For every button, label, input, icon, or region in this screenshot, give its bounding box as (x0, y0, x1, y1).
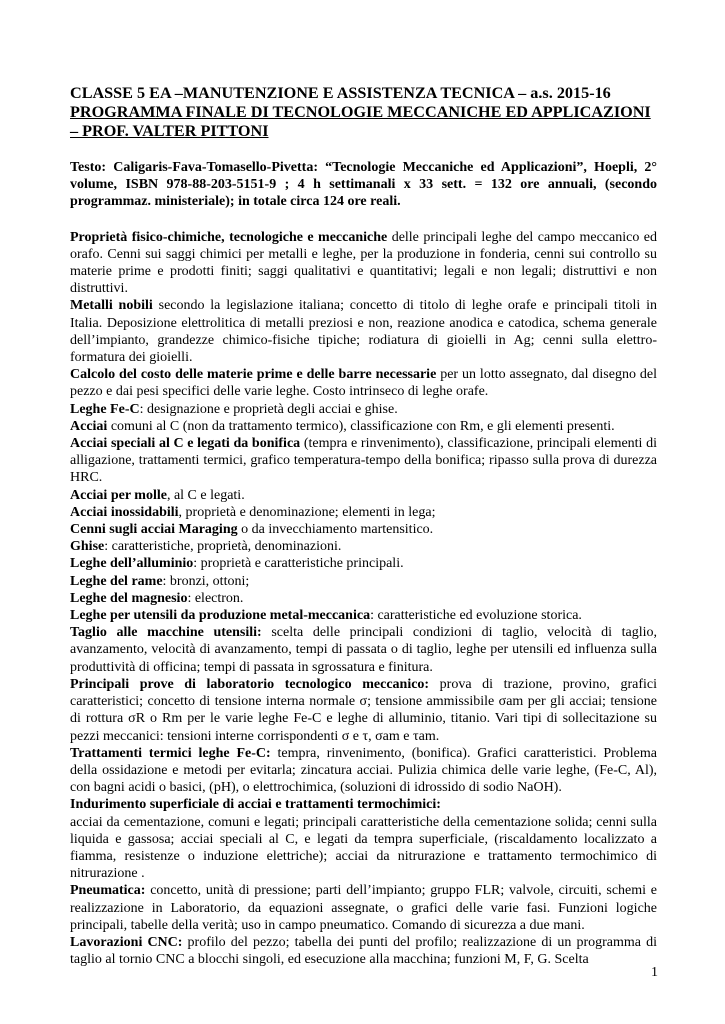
section-text: secondo la legislazione italiana; concetto di titolo di leghe orafe e principali titoli in Italia. Deposizione elettrolitica di metalli preziosi e non, reazione anodica e catodica, schema generale dell’impianto, grandezze chimico-fisiche tipiche; rodiatura di gioielli in Ag; cenni sulla elettro-formatura dei gioielli. (70, 298, 658, 366)
title-line-class: CLASSE 5 EA –MANUTENZIONE E ASSISTENZA TECNICA – a.s. 2015-16 (70, 84, 611, 102)
section-heading: Leghe dell’alluminio (70, 556, 194, 572)
section-text: : bronzi, ottoni; (162, 573, 250, 589)
section-heading: Trattamenti termici leghe Fe-C: (70, 745, 271, 761)
section-text: scelta delle principali condizioni di taglio, velocità di taglio, avanzamento, velocità di avanzamento, tempi di passata o di taglio, leghe per utensili ed influenza sulla produttività di officina; tempi di passata in sgrossatura e finitura. (70, 625, 657, 675)
section-paragraph (70, 229, 657, 298)
section-heading: Cenni sugli acciai Maraging (70, 522, 238, 538)
section-heading: Taglio alle macchine utensili: (70, 625, 262, 641)
section-paragraph (70, 366, 657, 400)
section-paragraph (70, 882, 657, 934)
section-text: profilo del pezzo; tabella dei punti del profilo; realizzazione di un programma di taglio al tornio CNC a blocchi singoli, ed esecuzione alla macchina; funzioni M, F, G. Scelta (70, 934, 657, 968)
section-heading: Leghe del magnesio (70, 590, 188, 606)
section-paragraph (70, 297, 657, 366)
section-paragraph (70, 607, 657, 624)
document-page (70, 84, 657, 968)
section-paragraph (70, 521, 657, 538)
section-paragraph (70, 590, 657, 607)
section-heading: Leghe Fe-C (70, 401, 140, 417)
section-heading: Acciai per molle (70, 487, 167, 503)
section-text: : proprietà e caratteristiche principali. (193, 556, 404, 572)
section-heading: Indurimento superficiale di acciai e trattamenti termochimici: (70, 797, 441, 813)
section-text: : caratteristiche ed evoluzione storica. (370, 608, 582, 624)
section-paragraph (70, 624, 657, 676)
section-paragraph (70, 504, 657, 521)
section-text: o da invecchiamento martensitico. (237, 522, 434, 538)
section-heading: Metalli nobili (70, 298, 153, 314)
section-paragraph (70, 573, 657, 590)
section-paragraph (70, 538, 657, 555)
textbook-info: Testo: Caligaris-Fava-Tomasello-Pivetta: “Tecnologie Meccaniche ed Applicazioni”, Hoepli, 2° volume, ISBN 978-88-203-5151-9 ; 4 h settimanali x 33 sett. = 132 ore annuali, (secondo programmaz. ministeriale); in totale circa 124 ore reali. (70, 160, 657, 210)
section-text: (tempra e rinvenimento), classificazione, principali elementi di alligazione, trattamenti termici, grafico temperatura-tempo della bonifica; ripasso sulla prova di durezza HRC. (70, 436, 657, 486)
section-paragraph (70, 796, 657, 813)
section-heading: Lavorazioni CNC: (70, 934, 183, 950)
section-text: : caratteristiche, proprietà, denominazioni. (104, 539, 342, 555)
section-heading: Leghe per utensili da produzione metal-meccanica (70, 608, 371, 624)
program-body (70, 229, 657, 969)
page-number: 1 (651, 965, 658, 980)
section-paragraph (70, 745, 657, 797)
section-text: delle principali leghe del campo meccanico ed orafo. Cenni sui saggi chimici per metalli e leghe, per la produzione in fonderia, cenni sui controllo su materie prime e prodotti finiti; saggi qualitativi e quantitativi; legali e non legali; distruttivi e non distruttivi. (70, 229, 657, 297)
title-line-program: PROGRAMMA FINALE DI TECNOLOGIE MECCANICHE ED APPLICAZIONI – PROF. VALTER PITTONI (70, 103, 651, 140)
section-paragraph (70, 401, 657, 418)
section-paragraph (70, 814, 657, 883)
section-text: , al C e legati. (166, 487, 245, 503)
section-paragraph (70, 435, 657, 487)
section-paragraph (70, 418, 657, 435)
section-text: prova di trazione, provino, grafici caratteristici; concetto di tensione interna normale σ; tensione ammissibile σam per gli acciai; tensione di rottura σR o Rm per le varie leghe Fe-C e leghe di alluminio, titanio. Vari tipi di sollecitazione su pezzi meccanici: tensioni interne corrispondenti σ e τ, σam e τam. (70, 676, 657, 744)
section-text: : electron. (187, 590, 244, 606)
section-heading: Calcolo del costo delle materie prime e delle barre necessarie (70, 367, 437, 383)
section-heading: Ghise (70, 539, 105, 555)
section-heading: Leghe del rame (70, 573, 163, 589)
section-heading: Principali prove di laboratorio tecnologico meccanico: (70, 676, 430, 692)
section-text: per un lotto assegnato, dal disegno del pezzo e dai pesi specifici delle varie leghe. Costo intrinseco di leghe orafe. (70, 367, 657, 400)
section-heading: Proprietà fisico-chimiche, tecnologiche e meccaniche (70, 229, 388, 245)
section-heading: Pneumatica: (70, 883, 146, 899)
section-text: acciai da cementazione, comuni e legati; principali caratteristiche della cementazione solida; cenni sulla liquida e gassosa; acciai speciali al C, e legati da tempra superficiale, (riscaldamento localizzato a fiamma, resistenze o induzione elettriche); acciai da nitrurazione e trattamento termochimico di nitrurazione . (70, 814, 657, 882)
section-heading: Acciai speciali al C e legati da bonifica (70, 436, 301, 452)
section-text: : designazione e proprietà degli acciai e ghise. (139, 401, 398, 417)
section-text: , proprietà e denominazione; elementi in lega; (178, 504, 436, 520)
section-paragraph (70, 934, 657, 968)
section-heading: Acciai (70, 418, 108, 434)
section-paragraph (70, 676, 657, 745)
section-paragraph (70, 487, 657, 504)
section-paragraph (70, 555, 657, 572)
document-title (70, 84, 657, 141)
section-heading: Acciai inossidabili (70, 504, 179, 520)
section-text: tempra, rinvenimento, (bonifica). Grafici caratteristici. Problema della ossidazione e metodi per evitarla; zincatura acciai. Pulizia chimica delle varie leghe, (Fe-C, Al), con bagni acidi o basici, (pH), o elettrochimica, (soluzioni di idrossido di sodio NaOH). (70, 745, 657, 796)
section-text: comuni al C (non da trattamento termico), classificazione con Rm, e gli elementi presenti. (107, 418, 615, 434)
section-text: concetto, unità di pressione; parti dell’impianto; gruppo FLR; valvole, circuiti, schemi e realizzazione in Laboratorio, da equazioni assegnate, o grafici delle varie fasi. Funzioni logiche principali, tabelle della verità; uso in campo pneumatico. Comando di sicurezza a due mani. (70, 883, 657, 933)
